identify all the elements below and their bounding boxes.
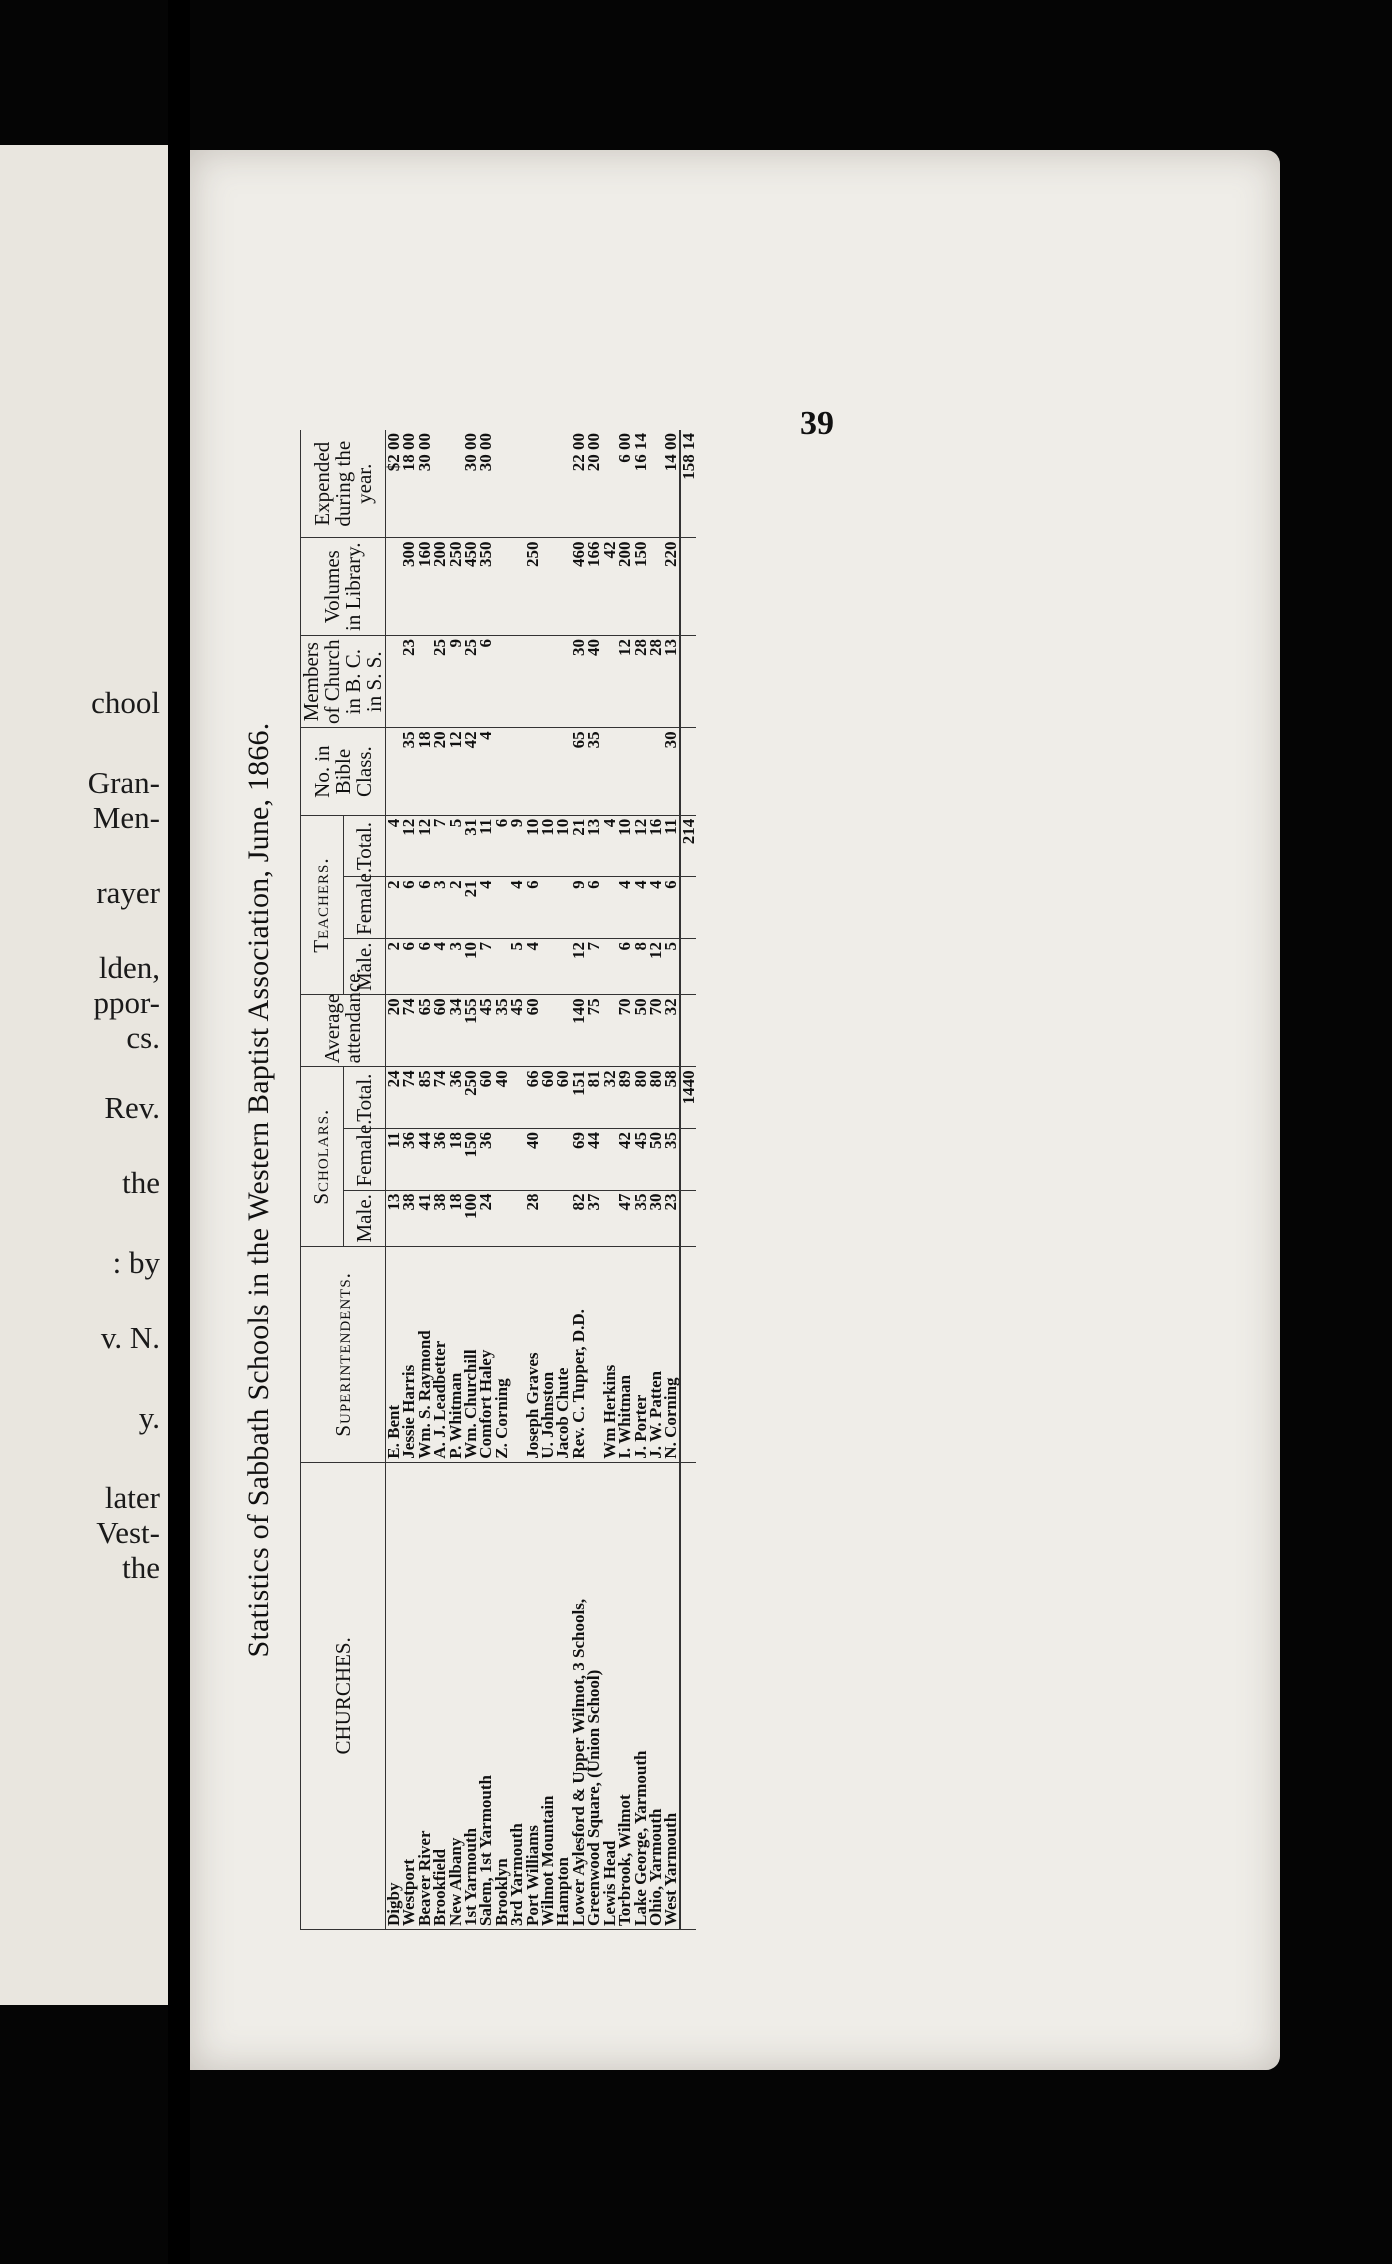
scholars-female-cell: 150 xyxy=(463,1128,478,1190)
teachers-total-cell: 13 xyxy=(586,815,601,877)
scholars-female-cell xyxy=(540,1128,555,1190)
scholars-total-cell: 85 xyxy=(417,1067,432,1129)
members-cell xyxy=(494,636,509,728)
expended-cell xyxy=(509,430,524,538)
teachers-male-cell: 8 xyxy=(633,938,648,994)
members-cell xyxy=(540,636,555,728)
attendance-cell: 70 xyxy=(617,995,632,1067)
scholars-male-cell: 38 xyxy=(401,1190,416,1246)
members-cell: 28 xyxy=(648,636,663,728)
scholars-total-cell: 60 xyxy=(555,1067,570,1129)
church-cell: Wilmot Mountain xyxy=(540,1462,555,1929)
teachers-male-cell: 2 xyxy=(386,938,402,994)
left-page-text: the xyxy=(122,1165,160,1200)
volumes-cell: 200 xyxy=(617,538,632,636)
scholars-total-cell: 74 xyxy=(401,1067,416,1129)
superintendent-cell: Joseph Graves xyxy=(525,1247,540,1463)
members-cell: 13 xyxy=(663,636,679,728)
scholars-male-cell: 82 xyxy=(571,1190,586,1246)
header-teachers-male: Male. xyxy=(343,938,386,994)
church-cell: Lake George, Yarmouth xyxy=(633,1462,648,1929)
expended-cell: 16 14 xyxy=(633,430,648,538)
members-cell: 12 xyxy=(617,636,632,728)
church-cell: Beaver River xyxy=(417,1462,432,1929)
members-cell: 25 xyxy=(463,636,478,728)
header-teachers: Teachers. xyxy=(301,815,344,995)
expended-cell: 30 00 xyxy=(478,430,493,538)
superintendent-cell: E. Bent xyxy=(386,1247,402,1463)
rotated-table-block xyxy=(242,420,1120,1960)
total-expended: 158 14 xyxy=(680,430,696,538)
attendance-cell xyxy=(540,995,555,1067)
scholars-total-cell: 40 xyxy=(494,1067,509,1129)
superintendent-cell: N. Corning xyxy=(663,1247,679,1463)
superintendent-cell: Z. Corning xyxy=(494,1247,509,1463)
left-page-text: rayer xyxy=(96,875,160,910)
teachers-total-cell: 12 xyxy=(401,815,416,877)
expended-cell xyxy=(432,430,447,538)
volumes-cell: 220 xyxy=(663,538,679,636)
scholars-male-cell: 35 xyxy=(633,1190,648,1246)
volumes-cell: 350 xyxy=(478,538,493,636)
statistics-table xyxy=(300,430,696,1930)
expended-cell: 6 00 xyxy=(617,430,632,538)
table-row xyxy=(478,430,493,1930)
teachers-female-cell: 4 xyxy=(509,877,524,939)
volumes-cell xyxy=(494,538,509,636)
church-cell: Greenwood Square, (Union School) xyxy=(586,1462,601,1929)
bible-class-cell: 30 xyxy=(663,728,679,815)
bible-class-cell xyxy=(617,728,632,815)
header-superintendents: Superintendents. xyxy=(301,1247,386,1463)
attendance-cell: 45 xyxy=(478,995,493,1067)
volumes-cell: 42 xyxy=(602,538,617,636)
scholars-female-cell: 45 xyxy=(633,1128,648,1190)
members-cell xyxy=(525,636,540,728)
teachers-female-cell: 4 xyxy=(648,877,663,939)
superintendent-cell: Comfort Haley xyxy=(478,1247,493,1463)
total-scholars: 1440 xyxy=(680,1067,696,1129)
expended-cell: 20 00 xyxy=(586,430,601,538)
volumes-cell: 250 xyxy=(448,538,463,636)
superintendent-cell: Jessie Harris xyxy=(401,1247,416,1463)
scholars-female-cell: 42 xyxy=(617,1128,632,1190)
bible-class-cell: 12 xyxy=(448,728,463,815)
left-page-text: Vest- xyxy=(96,1515,160,1550)
teachers-total-cell: 12 xyxy=(417,815,432,877)
teachers-female-cell: 6 xyxy=(525,877,540,939)
teachers-male-cell xyxy=(540,938,555,994)
teachers-total-cell: 31 xyxy=(463,815,478,877)
header-scholars-total: Total. xyxy=(343,1067,386,1129)
table-row xyxy=(663,430,679,1930)
teachers-female-cell: 4 xyxy=(617,877,632,939)
church-cell: Lewis Head xyxy=(602,1462,617,1929)
teachers-female-cell: 21 xyxy=(463,877,478,939)
expended-cell: 14 00 xyxy=(663,430,679,538)
header-teachers-female: Female. xyxy=(343,877,386,939)
table-row xyxy=(494,430,509,1930)
bible-class-cell xyxy=(525,728,540,815)
superintendent-cell: P. Whitman xyxy=(448,1247,463,1463)
expended-cell xyxy=(494,430,509,538)
teachers-female-cell: 6 xyxy=(663,877,679,939)
expended-cell xyxy=(540,430,555,538)
attendance-cell: 60 xyxy=(525,995,540,1067)
superintendent-cell: Wm. S. Raymond xyxy=(417,1247,432,1463)
header-teachers-total: Total. xyxy=(343,815,386,877)
bible-class-cell: 18 xyxy=(417,728,432,815)
scholars-total-cell: 80 xyxy=(648,1067,663,1129)
teachers-total-cell: 16 xyxy=(648,815,663,877)
left-page-text: later xyxy=(104,1480,160,1515)
table-row xyxy=(525,430,540,1930)
teachers-total-cell: 4 xyxy=(386,815,402,877)
scholars-male-cell: 24 xyxy=(478,1190,493,1246)
attendance-cell: 140 xyxy=(571,995,586,1067)
attendance-cell: 75 xyxy=(586,995,601,1067)
left-page-text: Gran- xyxy=(87,765,160,800)
volumes-cell: 300 xyxy=(401,538,416,636)
attendance-cell: 35 xyxy=(494,995,509,1067)
teachers-male-cell: 5 xyxy=(509,938,524,994)
total-teachers: 214 xyxy=(680,815,696,877)
scholars-male-cell: 30 xyxy=(648,1190,663,1246)
attendance-cell: 155 xyxy=(463,995,478,1067)
teachers-female-cell: 6 xyxy=(417,877,432,939)
header-volumes: Volumes in Library. xyxy=(301,538,386,636)
teachers-female-cell: 4 xyxy=(633,877,648,939)
header-attendance: Average attendance. xyxy=(301,995,386,1067)
page-gutter xyxy=(168,0,190,2264)
teachers-male-cell: 6 xyxy=(401,938,416,994)
church-cell: 3rd Yarmouth xyxy=(509,1462,524,1929)
teachers-male-cell: 12 xyxy=(571,938,586,994)
header-members: Members of Church in B. C. in S. S. xyxy=(301,636,386,728)
volumes-cell xyxy=(540,538,555,636)
totals-row xyxy=(680,430,696,1930)
scholars-total-cell: 151 xyxy=(571,1067,586,1129)
superintendent-cell: I. Whitman xyxy=(617,1247,632,1463)
attendance-cell: 60 xyxy=(432,995,447,1067)
bible-class-cell xyxy=(509,728,524,815)
members-cell: 25 xyxy=(432,636,447,728)
superintendent-cell: Wm Herkins xyxy=(602,1247,617,1463)
superintendent-cell: J. W. Patten xyxy=(648,1247,663,1463)
volumes-cell: 150 xyxy=(633,538,648,636)
attendance-cell: 32 xyxy=(663,995,679,1067)
left-page-text: Rev. xyxy=(104,1090,160,1125)
scholars-female-cell: 50 xyxy=(648,1128,663,1190)
volumes-cell: 160 xyxy=(417,538,432,636)
expended-cell: 22 00 xyxy=(571,430,586,538)
teachers-female-cell: 6 xyxy=(401,877,416,939)
teachers-total-cell: 10 xyxy=(525,815,540,877)
expended-cell: 30 00 xyxy=(417,430,432,538)
volumes-cell: 450 xyxy=(463,538,478,636)
church-cell: 1st Yarmouth xyxy=(463,1462,478,1929)
church-cell: Brookfield xyxy=(432,1462,447,1929)
page-number: 39 xyxy=(800,405,834,442)
left-page-text: ppor- xyxy=(93,985,160,1020)
scholars-male-cell: 100 xyxy=(463,1190,478,1246)
teachers-female-cell: 4 xyxy=(478,877,493,939)
church-cell: Port Williams xyxy=(525,1462,540,1929)
teachers-total-cell: 10 xyxy=(617,815,632,877)
scholars-female-cell: 11 xyxy=(386,1128,402,1190)
church-cell: Digby xyxy=(386,1462,402,1929)
attendance-cell: 70 xyxy=(648,995,663,1067)
left-page-text: : by xyxy=(112,1245,160,1280)
teachers-male-cell: 7 xyxy=(586,938,601,994)
teachers-male-cell: 6 xyxy=(617,938,632,994)
church-cell: Salem, 1st Yarmouth xyxy=(478,1462,493,1929)
scholars-female-cell: 69 xyxy=(571,1128,586,1190)
teachers-male-cell: 7 xyxy=(478,938,493,994)
expended-cell: $2 00 xyxy=(386,430,402,538)
teachers-female-cell: 9 xyxy=(571,877,586,939)
header-expended: Expended during the year. xyxy=(301,430,386,538)
left-page-text: cs. xyxy=(126,1020,160,1055)
church-cell: Torbrook, Wilmot xyxy=(617,1462,632,1929)
table-row xyxy=(463,430,478,1930)
teachers-male-cell: 10 xyxy=(463,938,478,994)
teachers-total-cell: 12 xyxy=(633,815,648,877)
scholars-female-cell: 36 xyxy=(478,1128,493,1190)
teachers-total-cell: 4 xyxy=(602,815,617,877)
scholars-female-cell: 35 xyxy=(663,1128,679,1190)
scholars-total-cell: 32 xyxy=(602,1067,617,1129)
bible-class-cell xyxy=(540,728,555,815)
table-row xyxy=(540,430,555,1930)
members-cell: 28 xyxy=(633,636,648,728)
members-cell xyxy=(509,636,524,728)
superintendent-cell: Wm. Churchill xyxy=(463,1247,478,1463)
volumes-cell: 166 xyxy=(586,538,601,636)
teachers-female-cell: 2 xyxy=(448,877,463,939)
scholars-female-cell: 44 xyxy=(586,1128,601,1190)
volumes-cell: 200 xyxy=(432,538,447,636)
header-scholars: Scholars. xyxy=(301,1067,344,1247)
volumes-cell: 250 xyxy=(525,538,540,636)
expended-cell xyxy=(525,430,540,538)
teachers-total-cell: 9 xyxy=(509,815,524,877)
church-cell: New Albany xyxy=(448,1462,463,1929)
church-cell: Lower Aylesford & Upper Wilmot, 3 Schools, xyxy=(571,1462,586,1929)
church-cell: Westport xyxy=(401,1462,416,1929)
scholars-male-cell xyxy=(540,1190,555,1246)
teachers-total-cell: 21 xyxy=(571,815,586,877)
bible-class-cell: 42 xyxy=(463,728,478,815)
members-cell: 6 xyxy=(478,636,493,728)
attendance-cell: 34 xyxy=(448,995,463,1067)
bible-class-cell xyxy=(494,728,509,815)
scholars-female-cell: 36 xyxy=(401,1128,416,1190)
header-bible-class: No. in Bible Class. xyxy=(301,728,386,815)
expended-cell: 30 00 xyxy=(463,430,478,538)
scholars-total-cell: 81 xyxy=(586,1067,601,1129)
superintendent-cell: Jacob Chute xyxy=(555,1247,570,1463)
scholars-total-cell: 60 xyxy=(478,1067,493,1129)
teachers-female-cell: 2 xyxy=(386,877,402,939)
teachers-female-cell xyxy=(540,877,555,939)
scholars-male-cell xyxy=(494,1190,509,1246)
scholars-total-cell: 58 xyxy=(663,1067,679,1129)
superintendent-cell: U. Johnston xyxy=(540,1247,555,1463)
scholars-male-cell: 41 xyxy=(417,1190,432,1246)
left-page-fragment xyxy=(0,145,168,2005)
scholars-total-cell: 250 xyxy=(463,1067,478,1129)
teachers-female-cell: 6 xyxy=(586,877,601,939)
table-row xyxy=(509,430,524,1930)
teachers-female-cell: 3 xyxy=(432,877,447,939)
teachers-male-cell: 3 xyxy=(448,938,463,994)
members-cell: 40 xyxy=(586,636,601,728)
scholars-male-cell: 28 xyxy=(525,1190,540,1246)
scholars-total-cell: 24 xyxy=(386,1067,402,1129)
scholars-total-cell: 74 xyxy=(432,1067,447,1129)
superintendent-cell: J. Porter xyxy=(633,1247,648,1463)
bible-class-cell: 4 xyxy=(478,728,493,815)
scholars-total-cell: 80 xyxy=(633,1067,648,1129)
teachers-total-cell: 11 xyxy=(663,815,679,877)
teachers-total-cell: 11 xyxy=(478,815,493,877)
bible-class-cell: 35 xyxy=(586,728,601,815)
table-row xyxy=(586,430,601,1930)
left-page-text: chool xyxy=(91,685,160,720)
scholars-total-cell: 66 xyxy=(525,1067,540,1129)
members-cell: 9 xyxy=(448,636,463,728)
scholars-male-cell: 47 xyxy=(617,1190,632,1246)
church-cell: Hampton xyxy=(555,1462,570,1929)
church-cell: West Yarmouth xyxy=(663,1462,679,1929)
scholars-female-cell: 44 xyxy=(417,1128,432,1190)
superintendent-cell: A. J. Leadbetter xyxy=(432,1247,447,1463)
teachers-total-cell: 10 xyxy=(540,815,555,877)
bible-class-cell: 35 xyxy=(401,728,416,815)
church-cell: Brooklyn xyxy=(494,1462,509,1929)
left-page-text: lden, xyxy=(98,950,160,985)
scholars-female-cell: 18 xyxy=(448,1128,463,1190)
teachers-male-cell: 4 xyxy=(432,938,447,994)
members-cell: 30 xyxy=(571,636,586,728)
scholars-male-cell: 37 xyxy=(586,1190,601,1246)
left-page-text: v. N. xyxy=(100,1320,160,1355)
header-churches: CHURCHES. xyxy=(301,1462,386,1929)
attendance-cell: 74 xyxy=(401,995,416,1067)
header-scholars-male: Male. xyxy=(343,1190,386,1246)
scholars-total-cell: 89 xyxy=(617,1067,632,1129)
bible-class-cell: 65 xyxy=(571,728,586,815)
teachers-male-cell: 12 xyxy=(648,938,663,994)
teachers-total-cell: 10 xyxy=(555,815,570,877)
left-page-text: Men- xyxy=(92,800,160,835)
bible-class-cell xyxy=(602,728,617,815)
teachers-total-cell: 6 xyxy=(494,815,509,877)
bible-class-cell: 20 xyxy=(432,728,447,815)
scholars-male-cell: 23 xyxy=(663,1190,679,1246)
attendance-cell: 65 xyxy=(417,995,432,1067)
scholars-total-cell: 36 xyxy=(448,1067,463,1129)
superintendent-cell: Rev. C. Tupper, D.D. xyxy=(571,1247,586,1463)
volumes-cell: 460 xyxy=(571,538,586,636)
attendance-cell: 50 xyxy=(633,995,648,1067)
table-row xyxy=(401,430,416,1930)
table-title: Statistics of Sabbath Schools in the Western Baptist Association, June, 1866. xyxy=(242,722,275,1658)
header-scholars-female: Female. xyxy=(343,1128,386,1190)
scholars-total-cell: 60 xyxy=(540,1067,555,1129)
teachers-total-cell: 7 xyxy=(432,815,447,877)
teachers-male-cell: 4 xyxy=(525,938,540,994)
teachers-male-cell: 6 xyxy=(417,938,432,994)
table-row xyxy=(432,430,447,1930)
attendance-cell: 20 xyxy=(386,995,402,1067)
expended-cell: 18 00 xyxy=(401,430,416,538)
members-cell: 23 xyxy=(401,636,416,728)
teachers-total-cell: 5 xyxy=(448,815,463,877)
scholars-male-cell: 13 xyxy=(386,1190,402,1246)
attendance-cell: 45 xyxy=(509,995,524,1067)
left-page-text: y. xyxy=(138,1400,160,1435)
teachers-male-cell: 5 xyxy=(663,938,679,994)
scholars-male-cell: 18 xyxy=(448,1190,463,1246)
left-page-text: the xyxy=(122,1550,160,1585)
scholars-female-cell xyxy=(494,1128,509,1190)
scholars-female-cell: 36 xyxy=(432,1128,447,1190)
scholars-female-cell: 40 xyxy=(525,1128,540,1190)
bible-class-cell xyxy=(633,728,648,815)
scholars-male-cell: 38 xyxy=(432,1190,447,1246)
church-cell: Ohio, Yarmouth xyxy=(648,1462,663,1929)
